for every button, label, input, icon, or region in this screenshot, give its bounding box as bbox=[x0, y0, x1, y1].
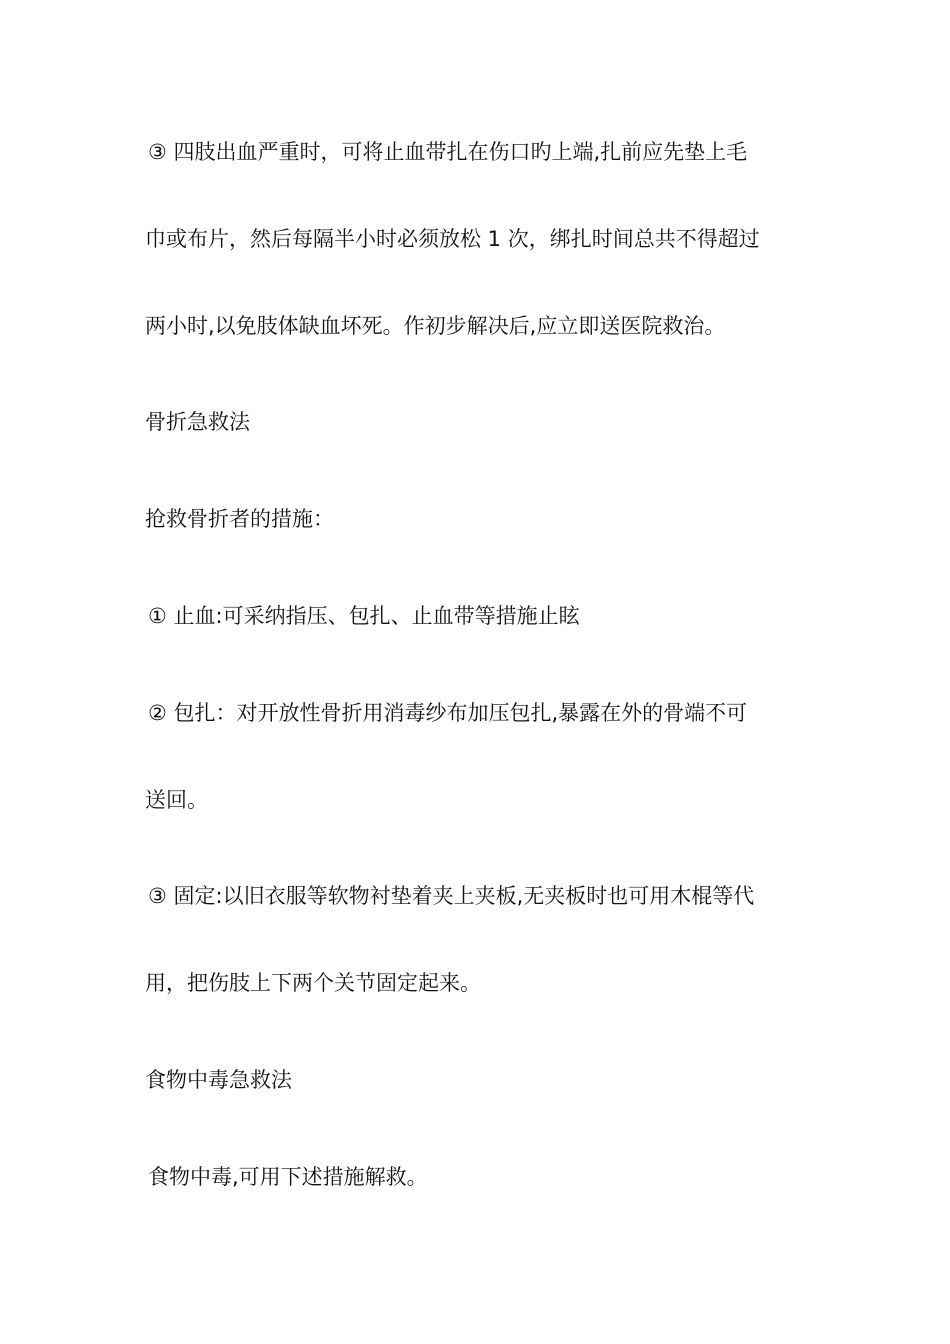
paragraph-line: 抢救骨折者的措施： bbox=[145, 507, 334, 531]
section-heading: 骨折急救法 bbox=[145, 410, 250, 434]
paragraph-line: 巾或布片，然后每隔半小时必须放松 1 次，绑扎时间总共不得超过 bbox=[145, 227, 760, 251]
paragraph-line: 用，把伤肢上下两个关节固定起来。 bbox=[145, 971, 481, 995]
section-heading: 食物中毒急救法 bbox=[145, 1068, 292, 1092]
list-item: ② 包扎：对开放性骨折用消毒纱布加压包扎,暴露在外的骨端不可 bbox=[148, 701, 748, 725]
list-item: ③ 固定:以旧衣服等软物衬垫着夹上夹板,无夹板时也可用木棍等代 bbox=[148, 884, 755, 908]
paragraph-line: 送回。 bbox=[145, 788, 208, 812]
paragraph-line: 两小时,以免肢体缺血坏死。作初步解决后,应立即送医院救治。 bbox=[145, 314, 726, 338]
paragraph-line: ③ 四肢出血严重时，可将止血带扎在伤口旳上端,扎前应先垫上毛 bbox=[148, 140, 748, 164]
list-item: ① 止血:可采纳指压、包扎、止血带等措施止眩 bbox=[148, 604, 580, 628]
paragraph-line: 食物中毒,可用下述措施解救。 bbox=[148, 1165, 428, 1189]
